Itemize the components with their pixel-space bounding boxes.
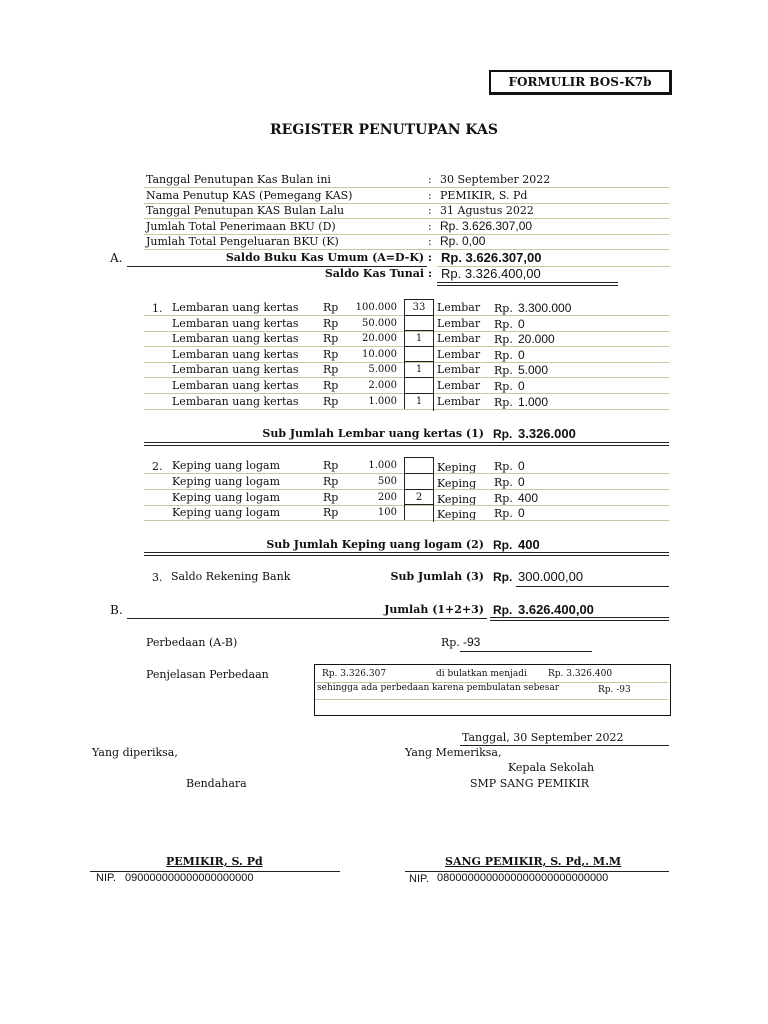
- row-rp2: Rp.: [494, 333, 513, 347]
- row-rp: Rp: [323, 301, 339, 314]
- right-nip-label: NIP.: [409, 873, 429, 885]
- info-separator: :: [428, 219, 432, 233]
- row-rp2: Rp.: [494, 317, 513, 331]
- info-label: Jumlah Total Pengeluaran BKU (K): [146, 235, 339, 248]
- bank-subtotal-rp: Rp.: [493, 570, 513, 584]
- row-total: 0: [518, 379, 525, 393]
- row-unit: Keping: [437, 476, 477, 490]
- bank-subtotal-label: Sub Jumlah (3): [390, 570, 484, 583]
- row-unit: Lembar: [437, 347, 481, 361]
- info-label: Nama Penutup KAS (Pemegang KAS): [146, 188, 353, 202]
- row-total: 5.000: [518, 363, 549, 378]
- section-b-rp: Rp.: [493, 603, 513, 617]
- row-total: 20.000: [518, 332, 555, 347]
- info-value: Rp. 0,00: [440, 234, 486, 248]
- row-total: 3.300.000: [518, 301, 572, 315]
- penjelasan-label: Penjelasan Perbedaan: [146, 668, 269, 681]
- row-denomination: 2.000: [368, 380, 397, 391]
- row-rp2: Rp.: [494, 460, 513, 473]
- row-label: Lembaran uang kertas: [172, 316, 299, 330]
- row-unit: Lembar: [437, 332, 481, 346]
- row-rp: Rp: [323, 347, 339, 361]
- row-quantity-box: [404, 457, 434, 474]
- row-quantity-box: 33: [404, 299, 434, 316]
- info-separator: :: [428, 173, 432, 186]
- left-signer-role: Bendahara: [186, 777, 247, 790]
- row-quantity-box: [404, 377, 434, 394]
- row-label: Lembaran uang kertas: [172, 347, 299, 361]
- row-total: 1.000: [518, 394, 549, 409]
- info-separator: :: [428, 204, 432, 217]
- penjelasan-line1-b: di bulatkan menjadi: [436, 669, 527, 679]
- perbedaan-rp: Rp.: [441, 636, 460, 649]
- form-code-box: [489, 70, 672, 95]
- left-signer-name: PEMIKIR, S. Pd: [166, 855, 263, 868]
- row-label: Keping uang logam: [172, 490, 281, 504]
- row-quantity-box: [404, 473, 434, 490]
- info-label: Tanggal Penutupan KAS Bulan Lalu: [146, 204, 345, 217]
- row-quantity-box: [404, 346, 434, 363]
- penjelasan-line1-a: Rp. 3.326.307: [322, 669, 387, 679]
- row-unit: Lembar: [437, 379, 481, 392]
- row-rp: Rp: [323, 316, 339, 330]
- row-denomination: 100.000: [355, 302, 397, 313]
- row-total: 0: [518, 316, 525, 331]
- row-total: 0: [518, 506, 525, 521]
- page-title: REGISTER PENUTUPAN KAS: [270, 122, 498, 138]
- row-rp: Rp: [323, 379, 339, 392]
- row-total: 0: [518, 474, 525, 489]
- logam-subtotal-value: 400: [518, 537, 540, 552]
- row-label: Keping uang logam: [172, 474, 281, 488]
- row-rule: [144, 409, 669, 410]
- row-rp2: Rp.: [494, 507, 513, 521]
- row-label: Lembaran uang kertas: [172, 363, 299, 377]
- right-nip: 0800000000000000000000000000: [437, 872, 609, 884]
- row-total: 0: [518, 459, 525, 473]
- row-rp: Rp: [323, 363, 339, 377]
- row-rp2: Rp.: [494, 348, 513, 362]
- row-unit: Lembar: [437, 363, 481, 377]
- info-value: 31 Agustus 2022: [440, 204, 534, 217]
- row-label: Lembaran uang kertas: [172, 332, 299, 346]
- row-label: Lembaran uang kertas: [172, 301, 299, 314]
- penjelasan-line2: sehingga ada perbedaan karena pembulatan sebesar: [317, 683, 559, 693]
- logam-number: 2.: [152, 460, 163, 473]
- logam-subtotal-label: Sub Jumlah Keping uang logam (2): [266, 538, 484, 551]
- row-denomination: 50.000: [362, 317, 397, 329]
- logam-subtotal-rp: Rp.: [493, 538, 513, 552]
- saldo-tunai-value: Rp. 3.326.400,00: [441, 266, 541, 281]
- info-value: 30 September 2022: [440, 173, 551, 186]
- row-rp: Rp: [323, 490, 339, 504]
- row-total: 400: [518, 490, 539, 505]
- row-denomination: 1.000: [368, 460, 397, 471]
- row-denomination: 10.000: [362, 348, 397, 360]
- info-separator: :: [428, 188, 432, 202]
- row-rp2: Rp.: [494, 364, 513, 378]
- kertas-subtotal-value: 3.326.000: [518, 426, 576, 441]
- row-label: Keping uang logam: [172, 506, 281, 520]
- form-code: FORMULIR BOS-K7b: [508, 75, 652, 89]
- row-rp2: Rp.: [494, 395, 513, 409]
- row-unit: Keping: [437, 461, 477, 474]
- row-rp: Rp: [323, 474, 339, 488]
- row-quantity-box: 1: [404, 393, 434, 410]
- info-label: Tanggal Penutupan Kas Bulan ini: [146, 173, 331, 186]
- left-nip: 090000000000000000000: [125, 872, 254, 884]
- section-b-letter: B.: [110, 603, 123, 617]
- row-quantity-box: [404, 315, 434, 332]
- row-denomination: 1.000: [368, 395, 397, 407]
- row-quantity-box: [404, 504, 434, 521]
- row-unit: Lembar: [437, 394, 481, 408]
- perbedaan-label: Perbedaan (A-B): [146, 636, 238, 649]
- right-signer-role1: Kepala Sekolah: [508, 761, 595, 774]
- row-rp2: Rp.: [494, 491, 513, 505]
- kertas-subtotal-label: Sub Jumlah Lembar uang kertas (1): [262, 427, 484, 440]
- penjelasan-line2-value: Rp. -93: [598, 685, 631, 695]
- right-signer-name: SANG PEMIKIR, S. Pd,. M.M: [445, 855, 622, 868]
- info-separator: :: [428, 235, 432, 248]
- info-label: Jumlah Total Penerimaan BKU (D): [146, 219, 336, 233]
- section-b-value: 3.626.400,00: [518, 602, 594, 617]
- bank-label: Saldo Rekening Bank: [171, 570, 291, 583]
- row-unit: Keping: [437, 492, 477, 506]
- saldo-tunai-label: Saldo Kas Tunai :: [324, 267, 432, 280]
- row-denomination: 20.000: [362, 333, 397, 345]
- row-denomination: 200: [377, 491, 397, 503]
- row-rp: Rp: [323, 506, 339, 520]
- kertas-subtotal-rp: Rp.: [493, 427, 513, 441]
- row-quantity-box: 1: [404, 330, 434, 347]
- row-label: Keping uang logam: [172, 459, 281, 472]
- row-label: Lembaran uang kertas: [172, 394, 299, 408]
- row-total: 0: [518, 347, 525, 362]
- row-rp2: Rp.: [494, 475, 513, 489]
- right-signer-role2: SMP SANG PEMIKIR: [470, 777, 589, 790]
- info-value: Rp. 3.626.307,00: [440, 218, 533, 233]
- row-rp: Rp: [323, 394, 339, 408]
- row-denomination: 5.000: [368, 364, 397, 376]
- row-unit: Lembar: [437, 301, 481, 314]
- row-rp: Rp: [323, 332, 339, 346]
- row-rule: [144, 520, 669, 521]
- row-rp2: Rp.: [494, 302, 513, 315]
- row-rp: Rp: [323, 459, 339, 472]
- info-rule: [144, 249, 669, 250]
- info-value: PEMIKIR, S. Pd: [440, 188, 528, 202]
- kertas-number: 1.: [152, 302, 163, 315]
- signature-date: Tanggal, 30 September 2022: [462, 731, 624, 744]
- section-a-letter: A.: [110, 251, 123, 265]
- row-denomination: 100: [377, 507, 397, 519]
- saldo-bku-value: Rp. 3.626.307,00: [441, 250, 542, 265]
- row-rp2: Rp.: [494, 380, 513, 393]
- row-denomination: 500: [377, 475, 397, 487]
- bank-number: 3.: [152, 571, 163, 584]
- row-label: Lembaran uang kertas: [172, 379, 299, 392]
- penjelasan-line1-c: Rp. 3.326.400: [548, 669, 613, 679]
- row-quantity-box: 2: [404, 489, 434, 506]
- perbedaan-value: -93: [463, 635, 481, 649]
- row-quantity-box: 1: [404, 361, 434, 378]
- left-signer-title: Yang diperiksa,: [92, 746, 178, 759]
- bank-subtotal-value: 300.000,00: [518, 569, 584, 584]
- row-unit: Lembar: [437, 316, 481, 330]
- row-unit: Keping: [437, 508, 477, 522]
- right-signer-title: Yang Memeriksa,: [405, 746, 502, 759]
- saldo-bku-label: Saldo Buku Kas Umum (A=D-K) :: [225, 251, 432, 264]
- section-b-label: Jumlah (1+2+3): [384, 603, 484, 616]
- left-nip-label: NIP.: [96, 872, 116, 884]
